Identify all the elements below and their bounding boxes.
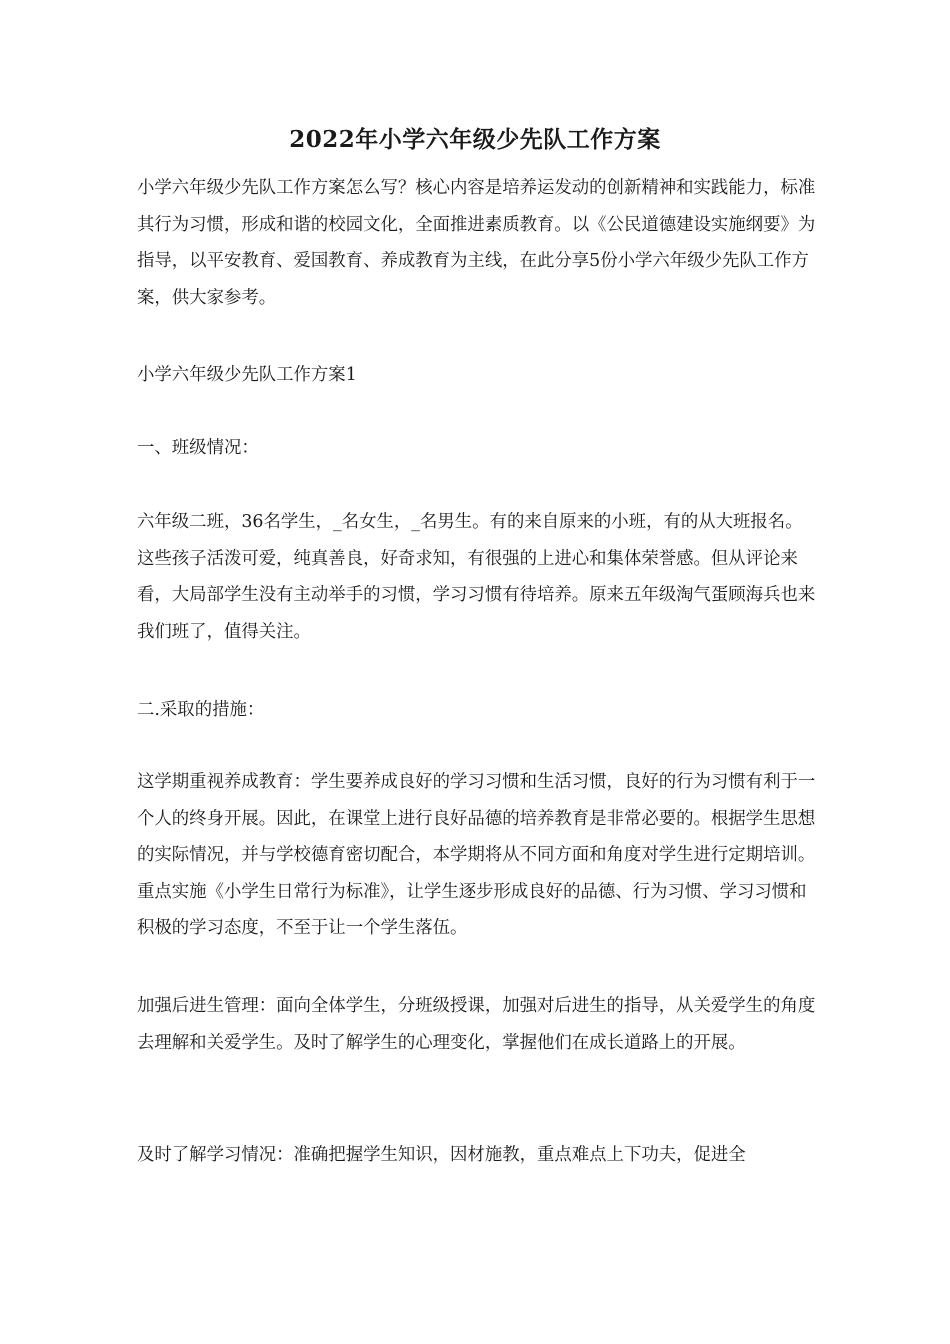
measures-heading: 二.采取的措施：	[137, 700, 265, 720]
class-situation-heading: 一、班级情况：	[137, 438, 259, 458]
study-status-paragraph: 及时了解学习情况：准确把握学生知识，因材施教，重点难点上下功夫，促进全	[137, 1145, 746, 1165]
document-title: 2022年小学六年级少先队工作方案	[289, 126, 661, 153]
backward-students-paragraph: 加强后进生管理：面向全体学生，分班级授课，加强对后进生的指导，从关爱学生的角度去理解和关爱学生。及时了解学生的心理变化，掌握他们在成长道路上的开展。	[137, 996, 816, 1053]
intro-paragraph: 小学六年级少先队工作方案怎么写？核心内容是培养运发动的创新精神和实践能力，标准其行为习惯，形成和谐的校园文化，全面推进素质教育。以《公民道德建设实施纲要》为指导，以平安教育、爱国教育、养成教育为主线，在此分享5份小学六年级少先队工作方案，供大家参考。	[137, 178, 816, 308]
class-situation-paragraph: 六年级二班，36名学生，_名女生，_名男生。有的来自原来的小班，有的从大班报名。这些孩子活泼可爱，纯真善良，好奇求知，有很强的上进心和集体荣誉感。但从评论来看，大局部学生没有主动举手的习惯，学习习惯有待培养。原来五年级淘气蛋顾海兵也来我们班了，值得关注。	[137, 512, 816, 642]
section-heading: 小学六年级少先队工作方案1	[137, 365, 357, 385]
habits-paragraph: 这学期重视养成教育：学生要养成良好的学习习惯和生活习惯，良好的行为习惯有利于一个人的终身开展。因此，在课堂上进行良好品德的培养教育是非常必要的。根据学生思想的实际情况，并与学校德育密切配合，本学期将从不同方面和角度对学生进行定期培训。重点实施《小学生日常行为标准》，让学生逐步形成良好的品德、行为习惯、学习习惯和积极的学习态度，不至于让一个学生落伍。	[137, 772, 816, 938]
